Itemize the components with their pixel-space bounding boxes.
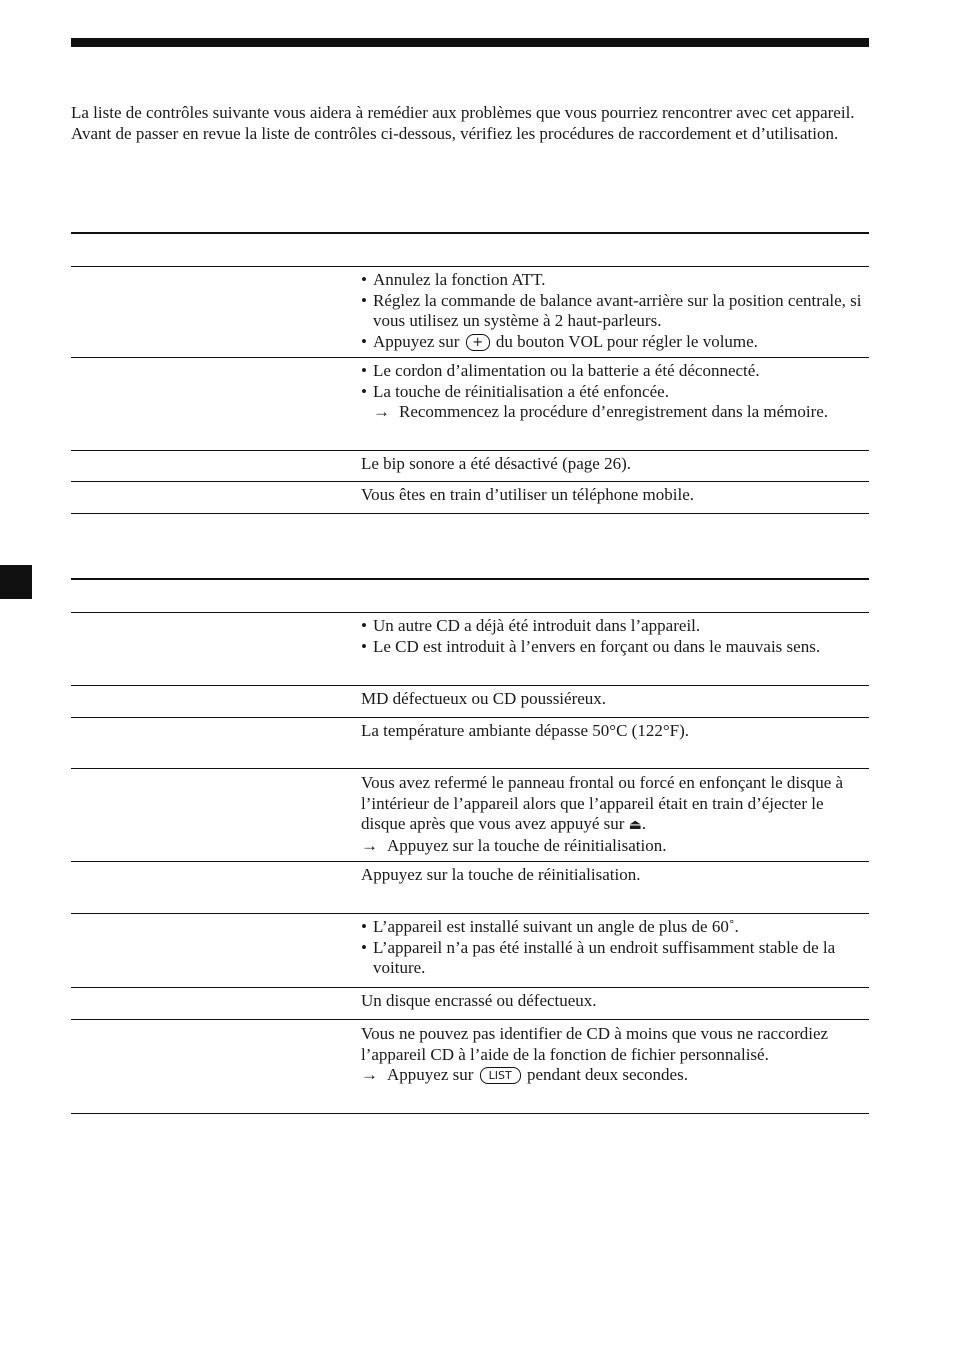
troubleshooting-table-cd bbox=[71, 578, 869, 1114]
table-row bbox=[71, 613, 869, 686]
table-row bbox=[71, 686, 869, 718]
cause-cell: Un disque encrassé ou défectueux. bbox=[361, 991, 597, 1010]
list-key-icon: LIST bbox=[480, 1067, 521, 1084]
table-row bbox=[71, 988, 869, 1020]
table-row bbox=[71, 1020, 869, 1114]
list-item: Réglez la commande de balance avant-arrière sur la position centrale, si vous utilisez un système à 2 haut-parleurs. bbox=[373, 290, 862, 330]
cause-cell: Le bip sonore a été désactivé (page 26). bbox=[361, 454, 631, 473]
table-row bbox=[71, 451, 869, 482]
list-item: La touche de réinitialisation a été enfoncée. bbox=[373, 381, 669, 401]
list-item: L’appareil est installé suivant un angle de plus de 60˚. bbox=[373, 917, 739, 936]
list-item: Annulez la fonction ATT. bbox=[373, 270, 546, 289]
table-header bbox=[71, 580, 869, 613]
arrow-icon: → bbox=[373, 402, 390, 421]
arrow-icon: → bbox=[361, 1065, 378, 1084]
cause-cell: MD défectueux ou CD poussiéreux. bbox=[361, 689, 607, 708]
arrow-icon: → bbox=[361, 835, 378, 855]
list-item: Un autre CD a déjà été introduit dans l’appareil. bbox=[373, 616, 701, 635]
cause-cell: Vous avez refermé le panneau frontal ou forcé en enfonçant le disque à l’intérieur de l’appareil alors que l’appareil était en train d’éjecter le disque après que vous avez appuyé sur ⏏. → Appuyez sur la touche de réinitialisation. bbox=[361, 773, 844, 855]
table-row bbox=[71, 769, 869, 862]
list-item: L’appareil n’a pas été installé à un endroit suffisamment stable de la voiture. bbox=[373, 937, 836, 977]
table-row bbox=[71, 482, 869, 514]
list-item: Le cordon d’alimentation ou la batterie a été déconnecté. bbox=[373, 361, 760, 380]
table-row bbox=[71, 862, 869, 914]
plus-key-icon: + bbox=[466, 334, 490, 351]
intro bbox=[71, 103, 871, 144]
cause-cell: Vous êtes en train d’utiliser un téléphone mobile. bbox=[361, 485, 695, 504]
troubleshooting-table-general bbox=[71, 232, 869, 514]
table-row bbox=[71, 358, 869, 451]
cause-cell: • L’appareil est installé suivant un angle de plus de 60˚. • L’appareil n’a pas été installé à un endroit suffisamment stable de la voiture. bbox=[361, 914, 869, 987]
list-item: Appuyez sur bbox=[373, 331, 460, 351]
cause-cell: Appuyez sur la touche de réinitialisation. bbox=[361, 865, 641, 884]
cause-cell: • Un autre CD a déjà été introduit dans l’appareil. • Le CD est introduit à l’envers en forçant ou dans le mauvais sens. bbox=[361, 613, 869, 685]
top-rule bbox=[71, 38, 869, 47]
side-tab-marker bbox=[0, 565, 32, 599]
cause-cell: • Annulez la fonction ATT. • Réglez la commande de balance avant-arrière sur la position centrale, si vous utilisez un système à 2 haut-parleurs. • Appuyez sur + du bouton VOL pour régler le volume. bbox=[361, 267, 869, 357]
table-row bbox=[71, 914, 869, 988]
intro-paragraph-2: Avant de passer en revue la liste de contrôles ci-dessous, vérifiez les procédures de raccordement et d’utilisation. bbox=[71, 123, 839, 143]
table-header bbox=[71, 234, 869, 267]
cause-cell: • Le cordon d’alimentation ou la batterie a été déconnecté. • La touche de réinitialisation a été enfoncée. → Recommencez la procédure d’enregistrement dans la mémoire. bbox=[361, 358, 869, 450]
table-row bbox=[71, 267, 869, 358]
intro-paragraph-1: La liste de contrôles suivante vous aidera à remédier aux problèmes que vous pourriez rencontrer avec cet appareil. bbox=[71, 103, 855, 122]
eject-icon: ⏏ bbox=[628, 817, 642, 833]
table-row bbox=[71, 718, 869, 769]
cause-cell: Vous ne pouvez pas identifier de CD à moins que vous ne raccordiez l’appareil CD à l’aide de la fonction de fichier personnalisé. → Appuyez sur LIST pendant deux secondes. bbox=[361, 1024, 829, 1084]
cause-cell: La température ambiante dépasse 50°C (122°F). bbox=[361, 721, 689, 740]
list-item: Le CD est introduit à l’envers en forçant ou dans le mauvais sens. bbox=[373, 636, 821, 656]
